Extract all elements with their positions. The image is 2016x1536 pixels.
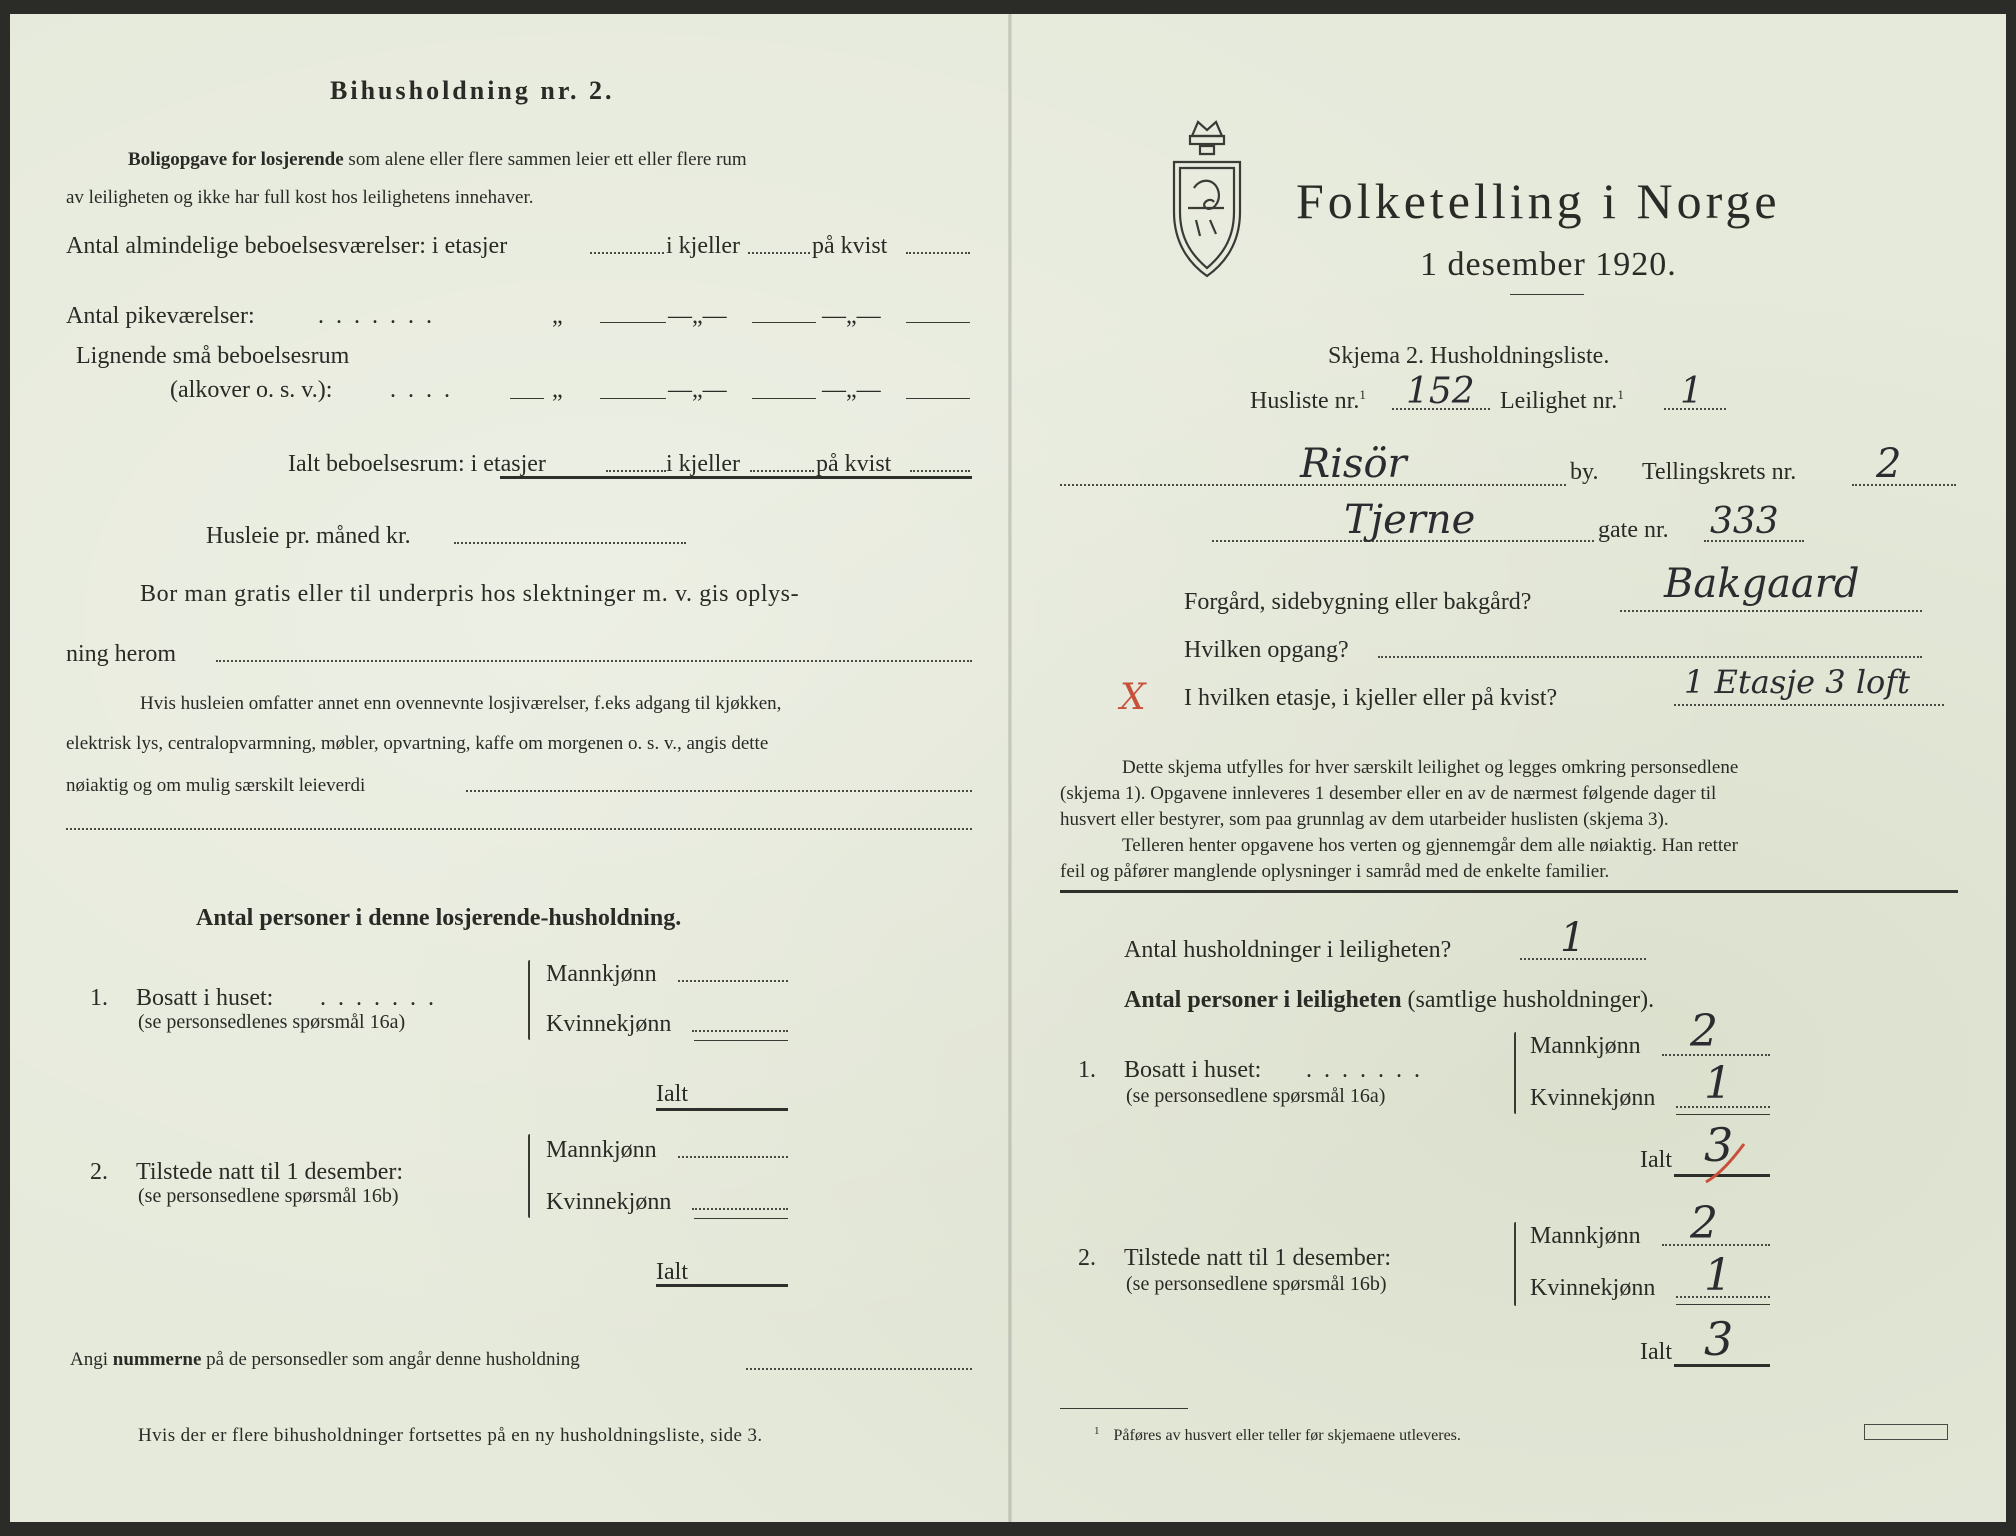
right-q2-ialt-label: Ialt bbox=[1640, 1339, 1672, 1365]
husliste-label-text: Husliste nr. bbox=[1250, 388, 1360, 414]
right-q1-strike-mark bbox=[1700, 1138, 1760, 1188]
pike-ditto-3: —„— bbox=[822, 303, 881, 329]
skjema-label: Skjema 2. Husholdningsliste. bbox=[1328, 343, 1610, 369]
husliste-label bbox=[1250, 388, 1366, 413]
lignende-kjeller-field[interactable] bbox=[752, 398, 816, 399]
right-q1-ialt-value: 3 bbox=[1704, 1118, 1734, 1172]
right-q1-underline bbox=[1676, 1114, 1770, 1115]
right-persons-rest: (samtlige husholdninger). bbox=[1407, 987, 1655, 1013]
by-label: by. bbox=[1570, 459, 1599, 485]
lignende-etasjer-field[interactable] bbox=[600, 398, 666, 399]
left-q2-brace bbox=[528, 1134, 530, 1218]
husleie-field[interactable] bbox=[454, 542, 686, 544]
opgang-field[interactable] bbox=[1378, 656, 1922, 658]
right-q2-sub: (se personsedlene spørsmål 16b) bbox=[1126, 1273, 1387, 1295]
instr-line-2: (skjema 1). Opgavene innleveres 1 desember eller en av de nærmest følgende dager til bbox=[1060, 783, 1717, 804]
left-q1-leader: ....... bbox=[320, 985, 446, 1011]
printer-stamp bbox=[1864, 1424, 1948, 1440]
row-almindelige-label: Antal almindelige beboelsesværelser: i etasjer bbox=[66, 233, 508, 259]
pike-kvist-field[interactable] bbox=[906, 322, 970, 323]
para-line-1: Hvis husleien omfatter annet enn ovennevnte losjiværelser, f.eks adgang til kjøkken, bbox=[140, 693, 782, 714]
ialt-kvist-field[interactable] bbox=[910, 470, 970, 472]
left-q1-ialt-label: Ialt bbox=[656, 1081, 688, 1107]
bor-label-1: Bor man gratis eller til underpris hos slektninger m. v. gis oplys- bbox=[140, 581, 800, 607]
left-q2-label: Tilstede natt til 1 desember: bbox=[136, 1159, 404, 1185]
footnote-text: Påføres av husvert eller teller før skjemaene utleveres. bbox=[1113, 1427, 1461, 1445]
right-q1-brace bbox=[1514, 1032, 1516, 1114]
right-q2-mann-label: Mannkjønn bbox=[1530, 1223, 1641, 1249]
leilighet-label bbox=[1500, 388, 1624, 413]
opgang-label: Hvilken opgang? bbox=[1184, 637, 1349, 663]
left-q1-ialt-field[interactable] bbox=[656, 1108, 788, 1111]
left-footer: Hvis der er flere bihusholdninger fortsettes på en ny husholdningsliste, side 3. bbox=[138, 1425, 763, 1446]
angi-pre: Angi bbox=[70, 1349, 108, 1370]
right-q1-kvinne-label: Kvinnekjønn bbox=[1530, 1085, 1656, 1111]
left-q1-mann-field[interactable] bbox=[678, 980, 788, 982]
street-value: Tjerne bbox=[1344, 497, 1476, 543]
left-intro-line-2: av leiligheten og ikke har full kost hos leilighetens innehaver. bbox=[66, 187, 534, 208]
ialt-underline bbox=[500, 476, 972, 479]
right-q1-label: Bosatt i huset: bbox=[1124, 1057, 1262, 1083]
husliste-sup: 1 bbox=[1359, 387, 1366, 402]
leieverdi-field-2[interactable] bbox=[66, 828, 972, 830]
forgaard-field[interactable] bbox=[1620, 610, 1922, 612]
almindelige-kvist-field[interactable] bbox=[906, 252, 970, 254]
left-q2-kvinne-label: Kvinnekjønn bbox=[546, 1189, 672, 1215]
etasje-value: 1 Etasje 3 loft bbox=[1684, 663, 1911, 701]
page-fold bbox=[1008, 14, 1012, 1522]
ialt-etasjer-field[interactable] bbox=[606, 470, 666, 472]
footnote-rule bbox=[1060, 1408, 1188, 1409]
footnote-num: 1 bbox=[1094, 1425, 1100, 1437]
para-line-2: elektrisk lys, centralopvarmning, møbler, opvartning, kaffe om morgenen o. s. v., angis dette bbox=[66, 733, 769, 754]
lignende-leader-dots: .... bbox=[390, 377, 462, 403]
leilighet-sup: 1 bbox=[1617, 387, 1624, 402]
instr-rule bbox=[1060, 890, 1958, 893]
almindelige-etasjer-field[interactable] bbox=[590, 252, 664, 254]
tellingskrets-label: Tellingskrets nr. bbox=[1642, 459, 1797, 485]
etasje-field[interactable] bbox=[1674, 704, 1944, 706]
title-rule bbox=[1510, 294, 1584, 295]
left-q2-underline bbox=[694, 1218, 788, 1219]
leieverdi-field[interactable] bbox=[466, 790, 972, 792]
coat-of-arms-icon bbox=[1166, 116, 1248, 280]
form-date: 1 desember 1920. bbox=[1420, 246, 1677, 283]
right-persons-bold: Antal personer i leiligheten bbox=[1124, 987, 1402, 1013]
left-q1-num: 1. bbox=[90, 985, 108, 1011]
form-title: Folketelling i Norge bbox=[1296, 173, 1781, 229]
right-q1-num: 1. bbox=[1078, 1057, 1096, 1083]
left-q1-underline bbox=[694, 1040, 788, 1041]
leilighet-label-text: Leilighet nr. bbox=[1500, 388, 1618, 414]
almindelige-kjeller-field[interactable] bbox=[748, 252, 810, 254]
left-q1-sub: (se personsedlenes spørsmål 16a) bbox=[138, 1011, 406, 1033]
left-q2-mann-label: Mannkjønn bbox=[546, 1137, 657, 1163]
gate-value: 333 bbox=[1710, 501, 1779, 542]
left-q1-brace bbox=[528, 960, 530, 1040]
left-persons-heading: Antal personer i denne losjerende-husholdning. bbox=[196, 905, 682, 931]
tellingskrets-value: 2 bbox=[1876, 441, 1902, 487]
bor-field[interactable] bbox=[216, 660, 972, 662]
left-q2-ialt-label: Ialt bbox=[656, 1259, 688, 1285]
right-q2-num: 2. bbox=[1078, 1245, 1096, 1271]
left-heading: Bihusholdning nr. 2. bbox=[330, 76, 615, 105]
left-q2-kvinne-field[interactable] bbox=[692, 1208, 788, 1210]
left-q1-kvinne-field[interactable] bbox=[692, 1030, 788, 1032]
right-q2-brace bbox=[1514, 1222, 1516, 1306]
leilighet-value: 1 bbox=[1680, 371, 1703, 412]
tellingskrets-field[interactable] bbox=[1852, 484, 1956, 486]
angi-post: på de personsedler som angår denne husholdning bbox=[206, 1349, 580, 1370]
angi-bold: nummerne bbox=[112, 1349, 202, 1370]
right-persons-line bbox=[1124, 988, 1654, 1012]
pike-etasjer-field[interactable] bbox=[600, 322, 666, 323]
left-q2-num: 2. bbox=[90, 1159, 108, 1185]
right-q1-sub: (se personsedlene spørsmål 16a) bbox=[1126, 1085, 1386, 1107]
angi-line bbox=[70, 1350, 580, 1369]
pike-ditto-2: —„— bbox=[668, 303, 727, 329]
instr-line-5: feil og påfører manglende oplysninger i samråd med de enkelte familier. bbox=[1060, 861, 1610, 882]
left-q1-kvinne-label: Kvinnekjønn bbox=[546, 1011, 672, 1037]
footnote-line bbox=[1094, 1426, 1461, 1444]
left-q2-mann-field[interactable] bbox=[678, 1156, 788, 1158]
lignende-kvist-field[interactable] bbox=[906, 398, 970, 399]
angi-field[interactable] bbox=[746, 1368, 972, 1370]
pike-ditto-1: „ bbox=[552, 303, 563, 329]
left-q2-sub: (se personsedlene spørsmål 16b) bbox=[138, 1185, 399, 1207]
city-value: Risör bbox=[1300, 441, 1407, 487]
row-pike-label: Antal pikeværelser: bbox=[66, 303, 255, 329]
row-ialt-label: Ialt beboelsesrum: i etasjer bbox=[288, 451, 546, 477]
husliste-value: 152 bbox=[1406, 371, 1475, 412]
right-q1-mann-value: 2 bbox=[1690, 1006, 1718, 1057]
instr-line-1: Dette skjema utfylles for hver særskilt leilighet og legges omkring personsedlene bbox=[1122, 757, 1739, 778]
left-intro-bold: Boligopgave for losjerende bbox=[128, 149, 344, 170]
right-q1-mann-label: Mannkjønn bbox=[1530, 1033, 1641, 1059]
lignende-leader-line bbox=[510, 398, 544, 399]
right-q2-label: Tilstede natt til 1 desember: bbox=[1124, 1245, 1392, 1271]
right-q1-ialt-label: Ialt bbox=[1640, 1147, 1672, 1173]
ant-hush-value: 1 bbox=[1560, 915, 1586, 961]
pike-kjeller-field[interactable] bbox=[752, 322, 816, 323]
lignende-ditto-1: „ bbox=[552, 377, 563, 403]
left-q1-mann-label: Mannkjønn bbox=[546, 961, 657, 987]
right-q1-kvinne-value: 1 bbox=[1704, 1058, 1732, 1109]
row-lignende-label-2: (alkover o. s. v.): bbox=[170, 377, 333, 403]
left-q2-ialt-field[interactable] bbox=[656, 1284, 788, 1287]
right-q2-mann-value: 2 bbox=[1690, 1198, 1718, 1249]
right-q2-ialt-value: 3 bbox=[1704, 1312, 1734, 1366]
left-intro-line-1 bbox=[128, 150, 747, 169]
lignende-ditto-3: —„— bbox=[822, 377, 881, 403]
left-q1-label: Bosatt i huset: bbox=[136, 985, 274, 1011]
gate-label: gate nr. bbox=[1598, 517, 1669, 543]
ant-hush-label: Antal husholdninger i leiligheten? bbox=[1124, 937, 1452, 963]
para-line-3: nøiaktig og om mulig særskilt leieverdi bbox=[66, 775, 366, 796]
right-q1-leader: ....... bbox=[1306, 1057, 1432, 1083]
right-q2-underline bbox=[1676, 1304, 1770, 1305]
right-q2-kvinne-label: Kvinnekjønn bbox=[1530, 1275, 1656, 1301]
almindelige-kvist-label: på kvist bbox=[812, 233, 888, 259]
etasje-label: I hvilken etasje, i kjeller eller på kvist? bbox=[1184, 685, 1558, 711]
pike-leader-dots: ....... bbox=[318, 303, 444, 329]
husleie-label: Husleie pr. måned kr. bbox=[206, 523, 411, 549]
ialt-kjeller-label: i kjeller bbox=[666, 451, 740, 477]
row-lignende-label-1: Lignende små beboelsesrum bbox=[76, 343, 350, 369]
bor-label-2: ning herom bbox=[66, 641, 176, 667]
ialt-kvist-label: på kvist bbox=[816, 451, 892, 477]
forgaard-label: Forgård, sidebygning eller bakgård? bbox=[1184, 589, 1532, 615]
almindelige-kjeller-label: i kjeller bbox=[666, 233, 740, 259]
lignende-ditto-2: —„— bbox=[668, 377, 727, 403]
left-intro-rest-1: som alene eller flere sammen leier ett eller flere rum bbox=[348, 149, 747, 170]
right-q2-kvinne-value: 1 bbox=[1704, 1250, 1732, 1301]
etasje-red-mark: X bbox=[1120, 677, 1146, 718]
instr-line-4: Telleren henter opgavene hos verten og gjennemgår dem alle nøiaktig. Han retter bbox=[1122, 835, 1738, 856]
ialt-kjeller-field[interactable] bbox=[750, 470, 814, 472]
forgaard-value: Bakgaard bbox=[1664, 561, 1860, 607]
instr-line-3: husvert eller bestyrer, som paa grunnlag av dem utarbeider huslisten (skjema 3). bbox=[1060, 809, 1669, 830]
census-form-sheet bbox=[10, 14, 2006, 1522]
